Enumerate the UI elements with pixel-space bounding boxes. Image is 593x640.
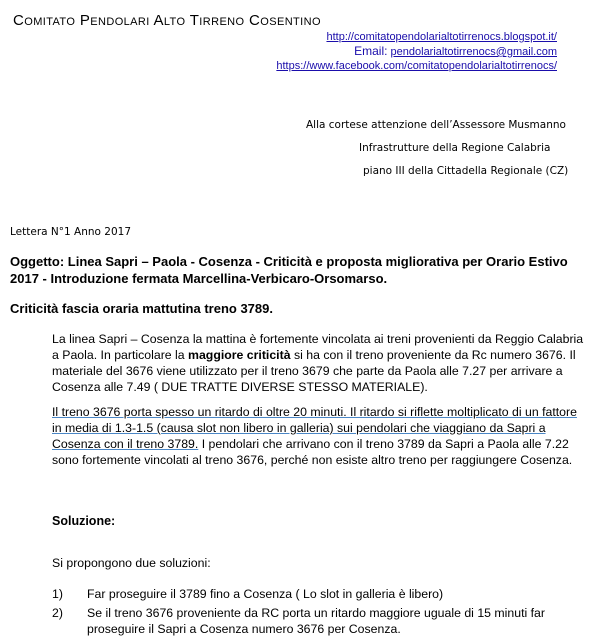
list-text: Se il treno 3676 proveniente da RC porta un ritardo maggiore uguale di 15 minuti far proseguire il Sapri a Cosenza numero 3676 per Cosenza.	[87, 606, 545, 636]
solution-title: Soluzione:	[52, 514, 116, 528]
solution-list	[52, 586, 589, 637]
list-item	[52, 586, 589, 602]
email-label: Email:	[354, 44, 388, 58]
paragraph-2-rest: I pendolari che arrivano con il treno 3789 da Sapri a Paola alle 7.22 sono fortemente vincolati al treno 3676, perché non esiste altro treno per raggiungere Cosenza.	[52, 437, 573, 467]
paragraph-1-bold: maggiore criticità	[188, 348, 291, 362]
letter-reference: Lettera N°1 Anno 2017	[10, 226, 132, 238]
address-line-3: piano III della Cittadella Regionale (CZ)	[363, 165, 569, 177]
contacts-block	[276, 30, 557, 73]
facebook-link[interactable]: https://www.facebook.com/comitatopendolarialtotirrenocs/	[276, 60, 557, 72]
list-number: 1)	[52, 587, 63, 601]
section-title: Criticità fascia oraria mattutina treno 3789.	[10, 301, 273, 316]
organization-title: Comitato Pendolari Alto Tirreno Cosentino	[13, 12, 321, 29]
paragraph-1-part-2: si ha con il treno proveniente da Rc numero 3676. Il materiale del 3676 viene utilizzato per il treno 3679 che parte da Paola alle 7.27 per arrivare a Cosenza alle 7.49 ( DUE TRATTE DIVERSE STESSO MATERIALE).	[52, 348, 576, 394]
recipient-address	[306, 118, 568, 187]
paragraph-1	[52, 331, 589, 395]
paragraph-2	[52, 404, 589, 468]
list-item	[52, 605, 589, 637]
blog-link[interactable]: http://comitatopendolarialtotirrenocs.blogspot.it/	[326, 31, 557, 43]
address-line-1: Alla cortese attenzione dell’Assessore Musmanno	[306, 119, 566, 131]
solution-intro: Si propongono due soluzioni:	[52, 556, 211, 570]
email-line	[276, 44, 557, 59]
list-number: 2)	[52, 606, 63, 620]
paragraph-1-part-1: La linea Sapri – Cosenza la mattina è fortemente vincolata ai treni provenienti da Reggio Calabria a Paola. In particolare la	[52, 332, 584, 362]
list-text: Far proseguire il 3789 fino a Cosenza ( Lo slot in galleria è libero)	[87, 587, 444, 601]
address-line-2: Infrastrutture della Regione Calabria	[359, 142, 551, 154]
email-link[interactable]: pendolarialtotirrenocs@gmail.com	[390, 46, 557, 58]
paragraph-2-underlined: Il treno 3676 porta spesso un ritardo di oltre 20 minuti. Il ritardo si riflette moltiplicato di un fattore in media di 1.3-1.5 (causa slot non libero in galleria) sui pendolari che viaggiano da Sapri a Cosenza con il treno 3789.	[52, 405, 577, 451]
letter-subject: Oggetto: Linea Sapri – Paola - Cosenza - Criticità e proposta migliorativa per Orario Estivo 2017 - Introduzione fermata Marcellina-Verbicaro-Orsomarso.	[10, 254, 568, 286]
